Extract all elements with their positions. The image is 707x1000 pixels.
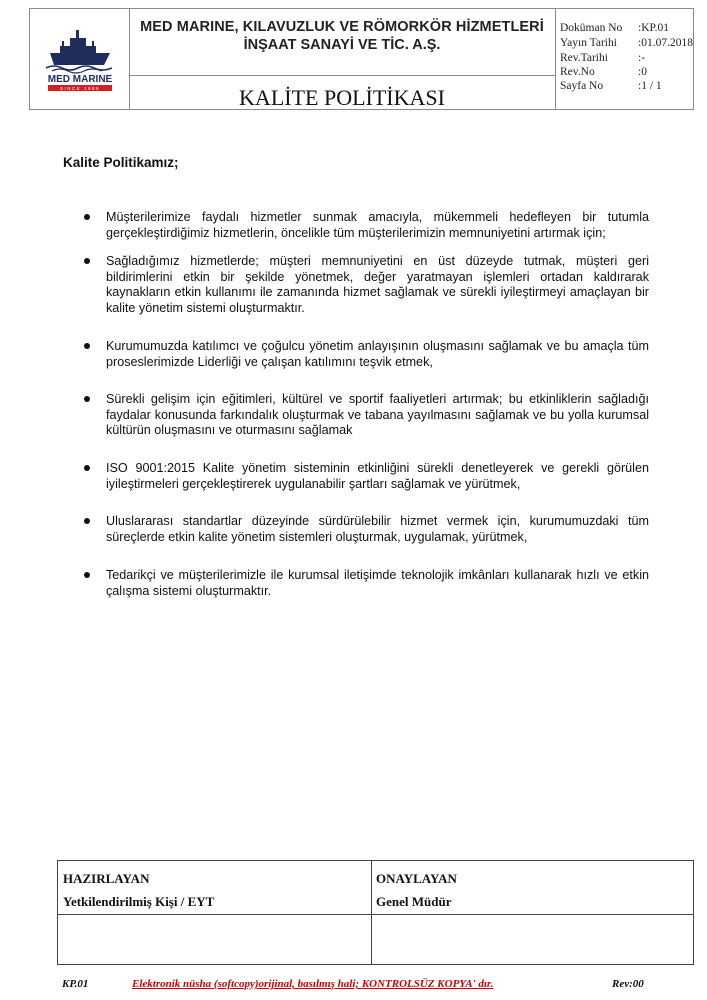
document-meta	[556, 9, 693, 109]
bullet-icon	[84, 518, 90, 524]
section-title: Kalite Politikamız;	[63, 155, 179, 170]
footer-notice: Elektronik nüsha (softcopy)orijinal, basılmış hali; KONTROLSÜZ KOPYA' dır.	[132, 978, 494, 990]
document-header	[29, 8, 694, 110]
approved-label: ONAYLAYAN	[376, 871, 457, 886]
policy-item: Sağladığımız hizmetlerde; müşteri memnuniyetini en üst düzeyde tutmak, müşteri geri bildirimlerini etkin bir şekilde yönetmek, değer yaratmayan işlemleri ortadan kaldırarak kaynakların etkin kullanımı ile zamanında hizmet sağlamak ve sürekli iyileştirmeyi amaçlayan bir kalite yönetim sistemi oluşturmaktır.	[106, 254, 649, 316]
bullet-icon	[84, 396, 90, 402]
bullet-icon	[84, 214, 90, 220]
prepared-by: Yetkilendirilmiş Kişi / EYT	[63, 894, 215, 909]
document-title: KALİTE POLİTİKASI	[239, 85, 445, 110]
bullet-icon	[84, 343, 90, 349]
policy-item: ISO 9001:2015 Kalite yönetim sisteminin etkinliğini sürekli denetleyerek ve gerekli görülen iyileştirmeleri gerçekleştirerek uygulanabilir şartları sağlamak ve yürütmek,	[106, 461, 649, 491]
policy-item: Sürekli gelişim için eğitimleri, kültürel ve sportif faaliyetleri artırmak; bu etkinliklerin sağladığı faydalar konusunda farkındalık oluşturmak ve tabana yayılmasını sağlamak ve bu yolla kurumsal kültürün oluşmasını ve oturmasını sağlamak	[106, 392, 649, 438]
company-name	[129, 9, 556, 76]
meta-label: Yayın Tarihi	[560, 37, 617, 49]
logo-tagline: SINCE 1989	[59, 86, 101, 91]
meta-label: Doküman No	[560, 22, 623, 34]
column-divider	[371, 861, 372, 964]
company-line-1: MED MARINE, KILAVUZLUK VE RÖMORKÖR HİZMETLERİ	[140, 19, 544, 35]
logo-cell	[30, 9, 130, 109]
bullet-icon	[84, 258, 90, 264]
meta-label: Sayfa No	[560, 80, 604, 92]
bullet-icon	[84, 465, 90, 471]
logo-text: MED MARINE	[47, 74, 113, 85]
meta-value: :01.07.2018	[638, 37, 693, 49]
med-marine-logo	[42, 27, 118, 91]
policy-item: Müşterilerimize faydalı hizmetler sunmak amacıyla, mükemmeli hedefleyen bir tutumla gerçekleştirdiğimiz hizmetlerin, öncelikle tüm müşterilerimizin memnuniyetini artırmak için;	[106, 210, 649, 240]
footer-code: KP.01	[62, 978, 89, 990]
prepared-label: HAZIRLAYAN	[63, 871, 150, 886]
meta-label: Rev.Tarihi	[560, 52, 608, 64]
meta-value: :0	[638, 66, 647, 78]
policy-item: Tedarikçi ve müşterilerimizle ile kurumsal iletişimde teknolojik imkânları kullanarak hızlı ve etkin çalışma sistemi oluşturmaktır.	[106, 568, 649, 598]
meta-value: :KP.01	[638, 22, 669, 34]
row-divider	[58, 914, 693, 915]
bullet-icon	[84, 572, 90, 578]
meta-label: Rev.No	[560, 66, 595, 78]
policy-item: Kurumumuzda katılımcı ve çoğulcu yönetim anlayışının oluşmasını sağlamak ve bu amaçla tüm proseslerimizde Liderliği ve çalışan katılımını teşvik etmek,	[106, 339, 649, 369]
document-title-cell	[129, 75, 556, 109]
footer-rev: Rev:00	[612, 978, 644, 990]
meta-value: :1 / 1	[638, 80, 662, 92]
meta-value: :-	[638, 52, 646, 64]
policy-item: Uluslararası standartlar düzeyinde sürdürülebilir hizmet vermek için, kurumumuzdaki tüm süreçlerde etkin kalite yönetim sistemleri oluşturmak, uygulamak, yürütmek,	[106, 514, 649, 544]
signature-table	[57, 860, 694, 965]
approved-by: Genel Müdür	[376, 894, 452, 909]
company-line-2: İNŞAAT SANAYİ VE TİC. A.Ş.	[243, 37, 441, 53]
